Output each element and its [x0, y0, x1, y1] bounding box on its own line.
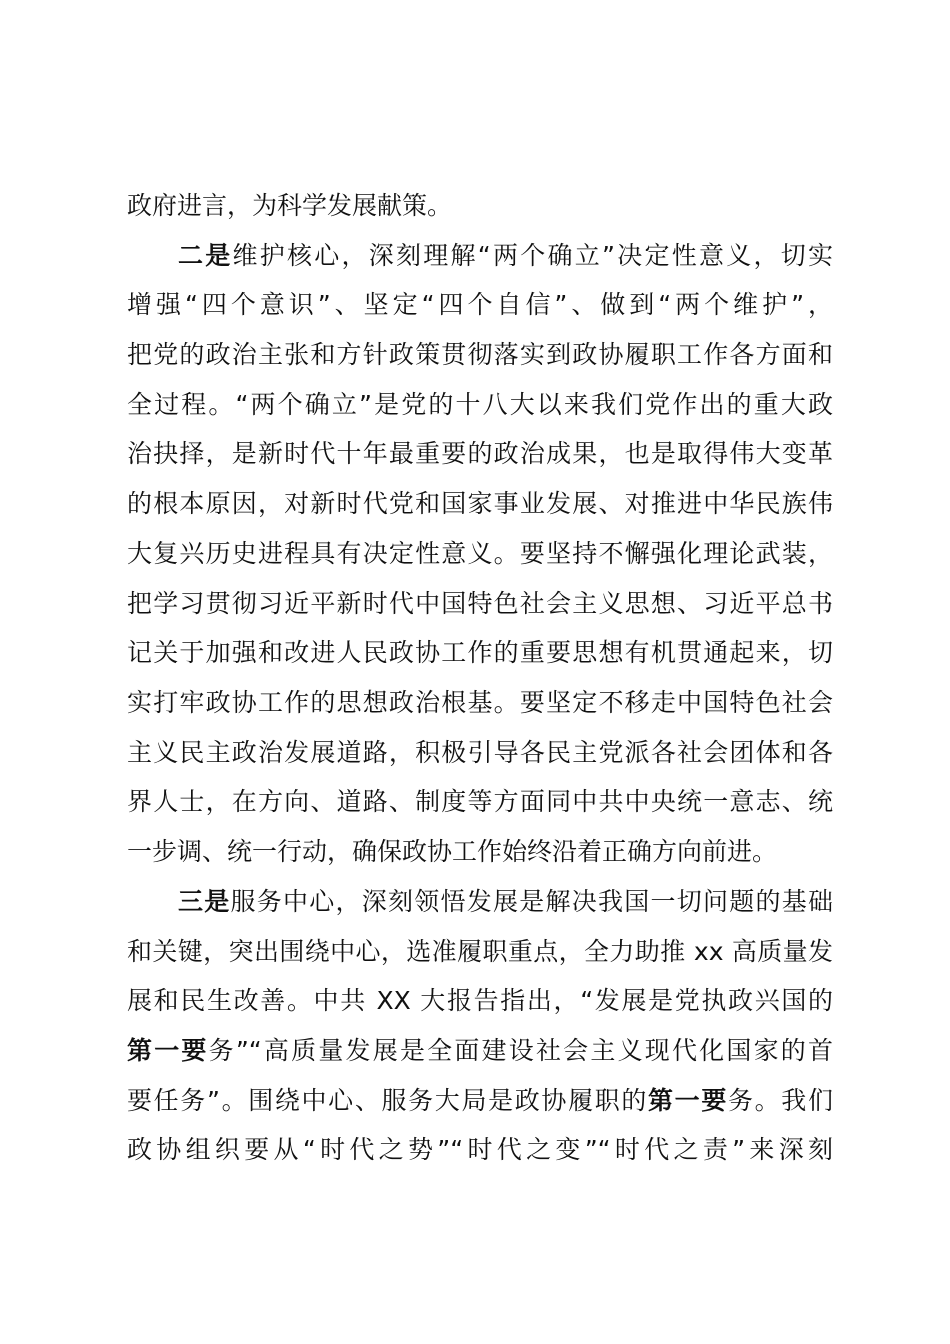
text-line [127, 534, 833, 574]
text-run: 政协组织要从“时代之势”“时代之变”“时代之责”来深刻 [127, 1135, 833, 1164]
bold-run: 第一要 [127, 1036, 209, 1065]
text-run: 记关于加强和改进人民政协工作的重要思想有机贯通起来，切 [127, 638, 833, 667]
text-line [127, 584, 833, 624]
text-line [178, 882, 833, 922]
text-run: 治抉择，是新时代十年最重要的政治成果，也是取得伟大变革 [127, 439, 833, 468]
text-run: 大复兴历史进程具有决定性意义。要坚持不懈强化理论武装， [127, 539, 833, 568]
text-line [127, 285, 833, 325]
text-run: 务”“高质量发展是全面建设社会主义现代化国家的首 [208, 1036, 833, 1065]
text-line [127, 832, 833, 872]
text-run: 要任务”。围绕中心、服务大局是政协履职的 [127, 1086, 649, 1115]
text-run: 把党的政治主张和方针政策贯彻落实到政协履职工作各方面和 [127, 340, 833, 369]
text-run: 实打牢政协工作的思想政治根基。要坚定不移走中国特色社会 [127, 688, 833, 717]
text-run: 展和民生改善。中共 XX 大报告指出，“发展是党执政兴国的 [127, 986, 833, 1015]
text-line [127, 683, 833, 723]
text-line [127, 186, 833, 226]
bold-run: 第一要 [648, 1086, 728, 1115]
text-line [127, 981, 833, 1021]
text-line [127, 733, 833, 773]
paragraph-lead: 二是 [178, 241, 233, 270]
text-line [127, 1081, 833, 1121]
text-run: 服务中心，深刻领悟发展是解决我国一切问题的基础 [230, 887, 833, 916]
text-run: 务。我们 [728, 1086, 833, 1115]
text-line [127, 932, 833, 972]
text-run: 维护核心，深刻理解“两个确立”决定性意义，切实 [232, 241, 833, 270]
text-line [127, 1130, 833, 1170]
text-run: 和关键，突出围绕中心，选准履职重点，全力助推 xx 高质量发 [127, 937, 833, 966]
text-line [127, 434, 833, 474]
text-line [127, 335, 833, 375]
text-run: 主义民主政治发展道路，积极引导各民主党派各社会团体和各 [127, 738, 833, 767]
paragraph-lead: 三是 [178, 887, 231, 916]
text-run: 全过程。“两个确立”是党的十八大以来我们党作出的重大政 [127, 390, 833, 419]
text-line [127, 385, 833, 425]
text-run: 把学习贯彻习近平新时代中国特色社会主义思想、习近平总书 [127, 589, 833, 618]
text-run: 界人士，在方向、道路、制度等方面同中共中央统一意志、统 [127, 787, 833, 816]
text-line [178, 236, 833, 276]
text-line [127, 633, 833, 673]
text-run: 一步调、统一行动，确保政协工作始终沿着正确方向前进。 [127, 837, 778, 866]
text-run: 的根本原因，对新时代党和国家事业发展、对推进中华民族伟 [127, 489, 833, 518]
text-run: 政府进言，为科学发展献策。 [127, 191, 453, 220]
text-line [127, 1031, 833, 1071]
text-run: 增强“四个意识”、坚定“四个自信”、做到“两个维护”， [127, 290, 833, 319]
text-line [127, 782, 833, 822]
text-line [127, 484, 833, 524]
